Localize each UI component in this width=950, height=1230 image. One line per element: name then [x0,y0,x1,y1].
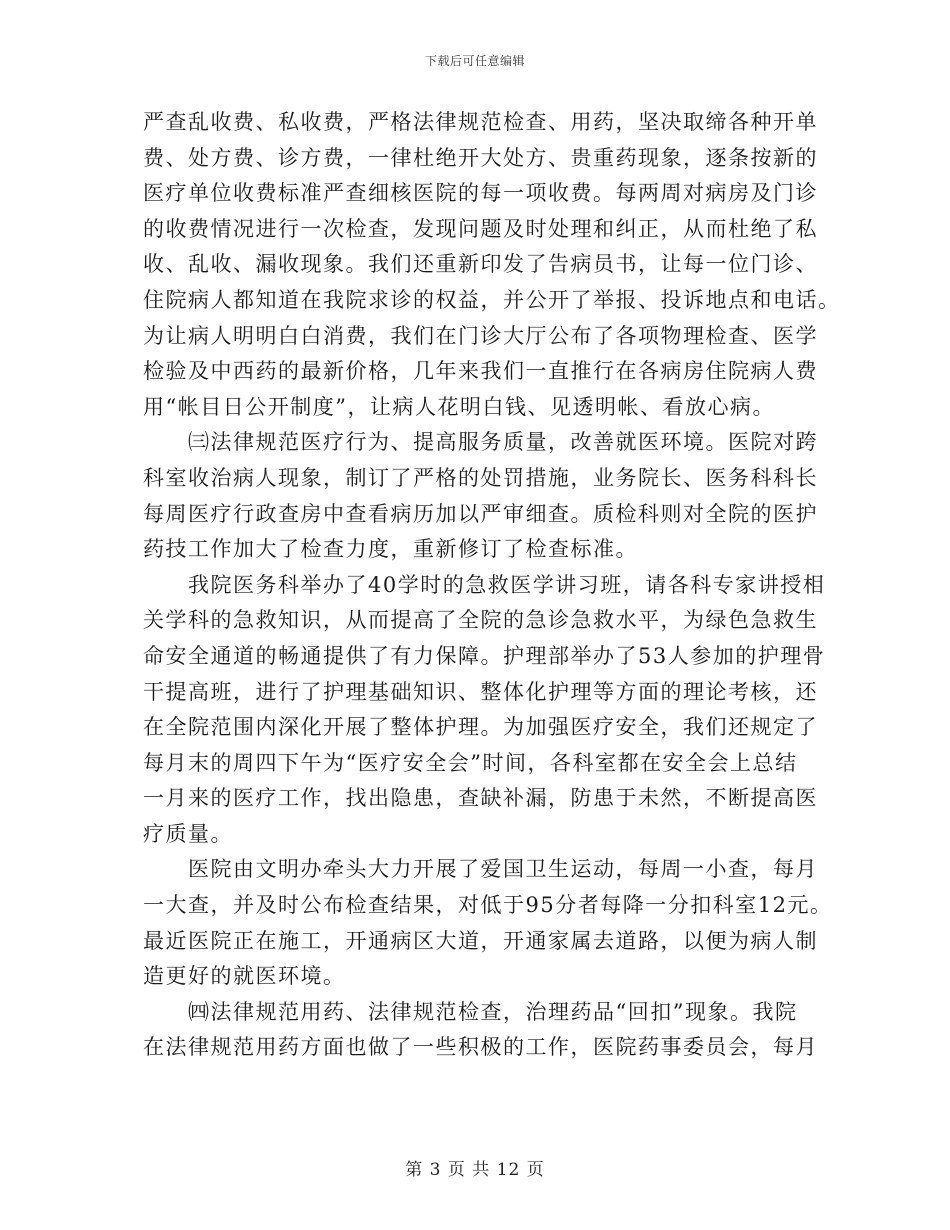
page-number-footer: 第 3 页 共 12 页 [405,1160,545,1180]
text-line: 的收费情况进行一次检查，发现问题及时处理和纠正，从而杜绝了私 [143,216,818,241]
text-line: 我院医务科举办了40学时的急救医学讲习班，请各科专家讲授相 [143,572,826,597]
text-line: 检验及中西药的最新价格，几年来我们一直推行在各病房住院病人费 [143,359,818,384]
text-line: 最近医院正在施工，开通病区大道，开通家属去道路，以便为病人制 [143,928,818,953]
text-line: 一大查，并及时公布检查结果，对低于95分者每降一分扣科室12元。 [143,893,833,918]
text-line: 每周医疗行政查房中查看病历加以严审细查。质检科则对全院的医护 [143,501,818,526]
text-line: 收、乱收、漏收现象。我们还重新印发了告病员书，让每一位门诊、 [143,252,818,277]
text-line: 用“帐目日公开制度”，让病人花明白钱、见透明帐、看放心病。 [143,394,775,419]
text-line: 费、处方费、诊方费，一律杜绝开大处方、贵重药现象，逐条按新的 [143,145,818,170]
text-line: 药技工作加大了检查力度，重新修订了检查标准。 [143,537,638,562]
page-header-note: 下载后可任意编辑 [424,54,525,68]
text-line: 在全院范围内深化开展了整体护理。为加强医疗安全，我们还规定了 [143,715,818,740]
text-line: 干提高班，进行了护理基础知识、整体化护理等方面的理论考核，还 [143,679,818,704]
text-line: 一月来的医疗工作，找出隐患，查缺补漏，防患于未然，不断提高医 [143,786,818,811]
text-line: 在法律规范用药方面也做了一些积极的工作，医院药事委员会，每月 [143,1035,818,1060]
text-line: 每月末的周四下午为“医疗安全会”时间，各科室都在安全会上总结 [143,750,798,775]
text-line: ㈣法律规范用药、法律规范检查，治理药品“回扣”现象。我院 [143,999,798,1024]
text-line: 为让病人明明白白消费，我们在门诊大厅公布了各项物理检查、医学 [143,323,818,348]
text-line: 命安全通道的畅通提供了有力保障。护理部举办了53人参加的护理骨 [143,643,826,668]
document-body [143,105,841,1066]
text-line: 医院由文明办牵头大力开展了爱国卫生运动，每周一小查，每月 [143,857,818,882]
text-line: 疗质量。 [143,821,233,846]
text-line: 关学科的急救知识，从而提高了全院的急诊急救水平，为绿色急救生 [143,608,818,633]
text-line: 造更好的就医环境。 [143,964,346,989]
text-line: ㈢法律规范医疗行为、提高服务质量，改善就医环境。医院对跨 [143,430,818,455]
body-text [143,105,841,1066]
text-line: 严查乱收费、私收费，严格法律规范检查、用药，坚决取缔各种开单 [143,110,818,134]
text-line: 住院病人都知道在我院求诊的权益，并公开了举报、投诉地点和电话。 [143,287,841,312]
text-line: 科室收治病人现象，制订了严格的处罚措施，业务院长、医务科科长 [143,465,818,490]
text-line: 医疗单位收费标准严查细核医院的每一项收费。每两周对病房及门诊 [143,181,818,206]
